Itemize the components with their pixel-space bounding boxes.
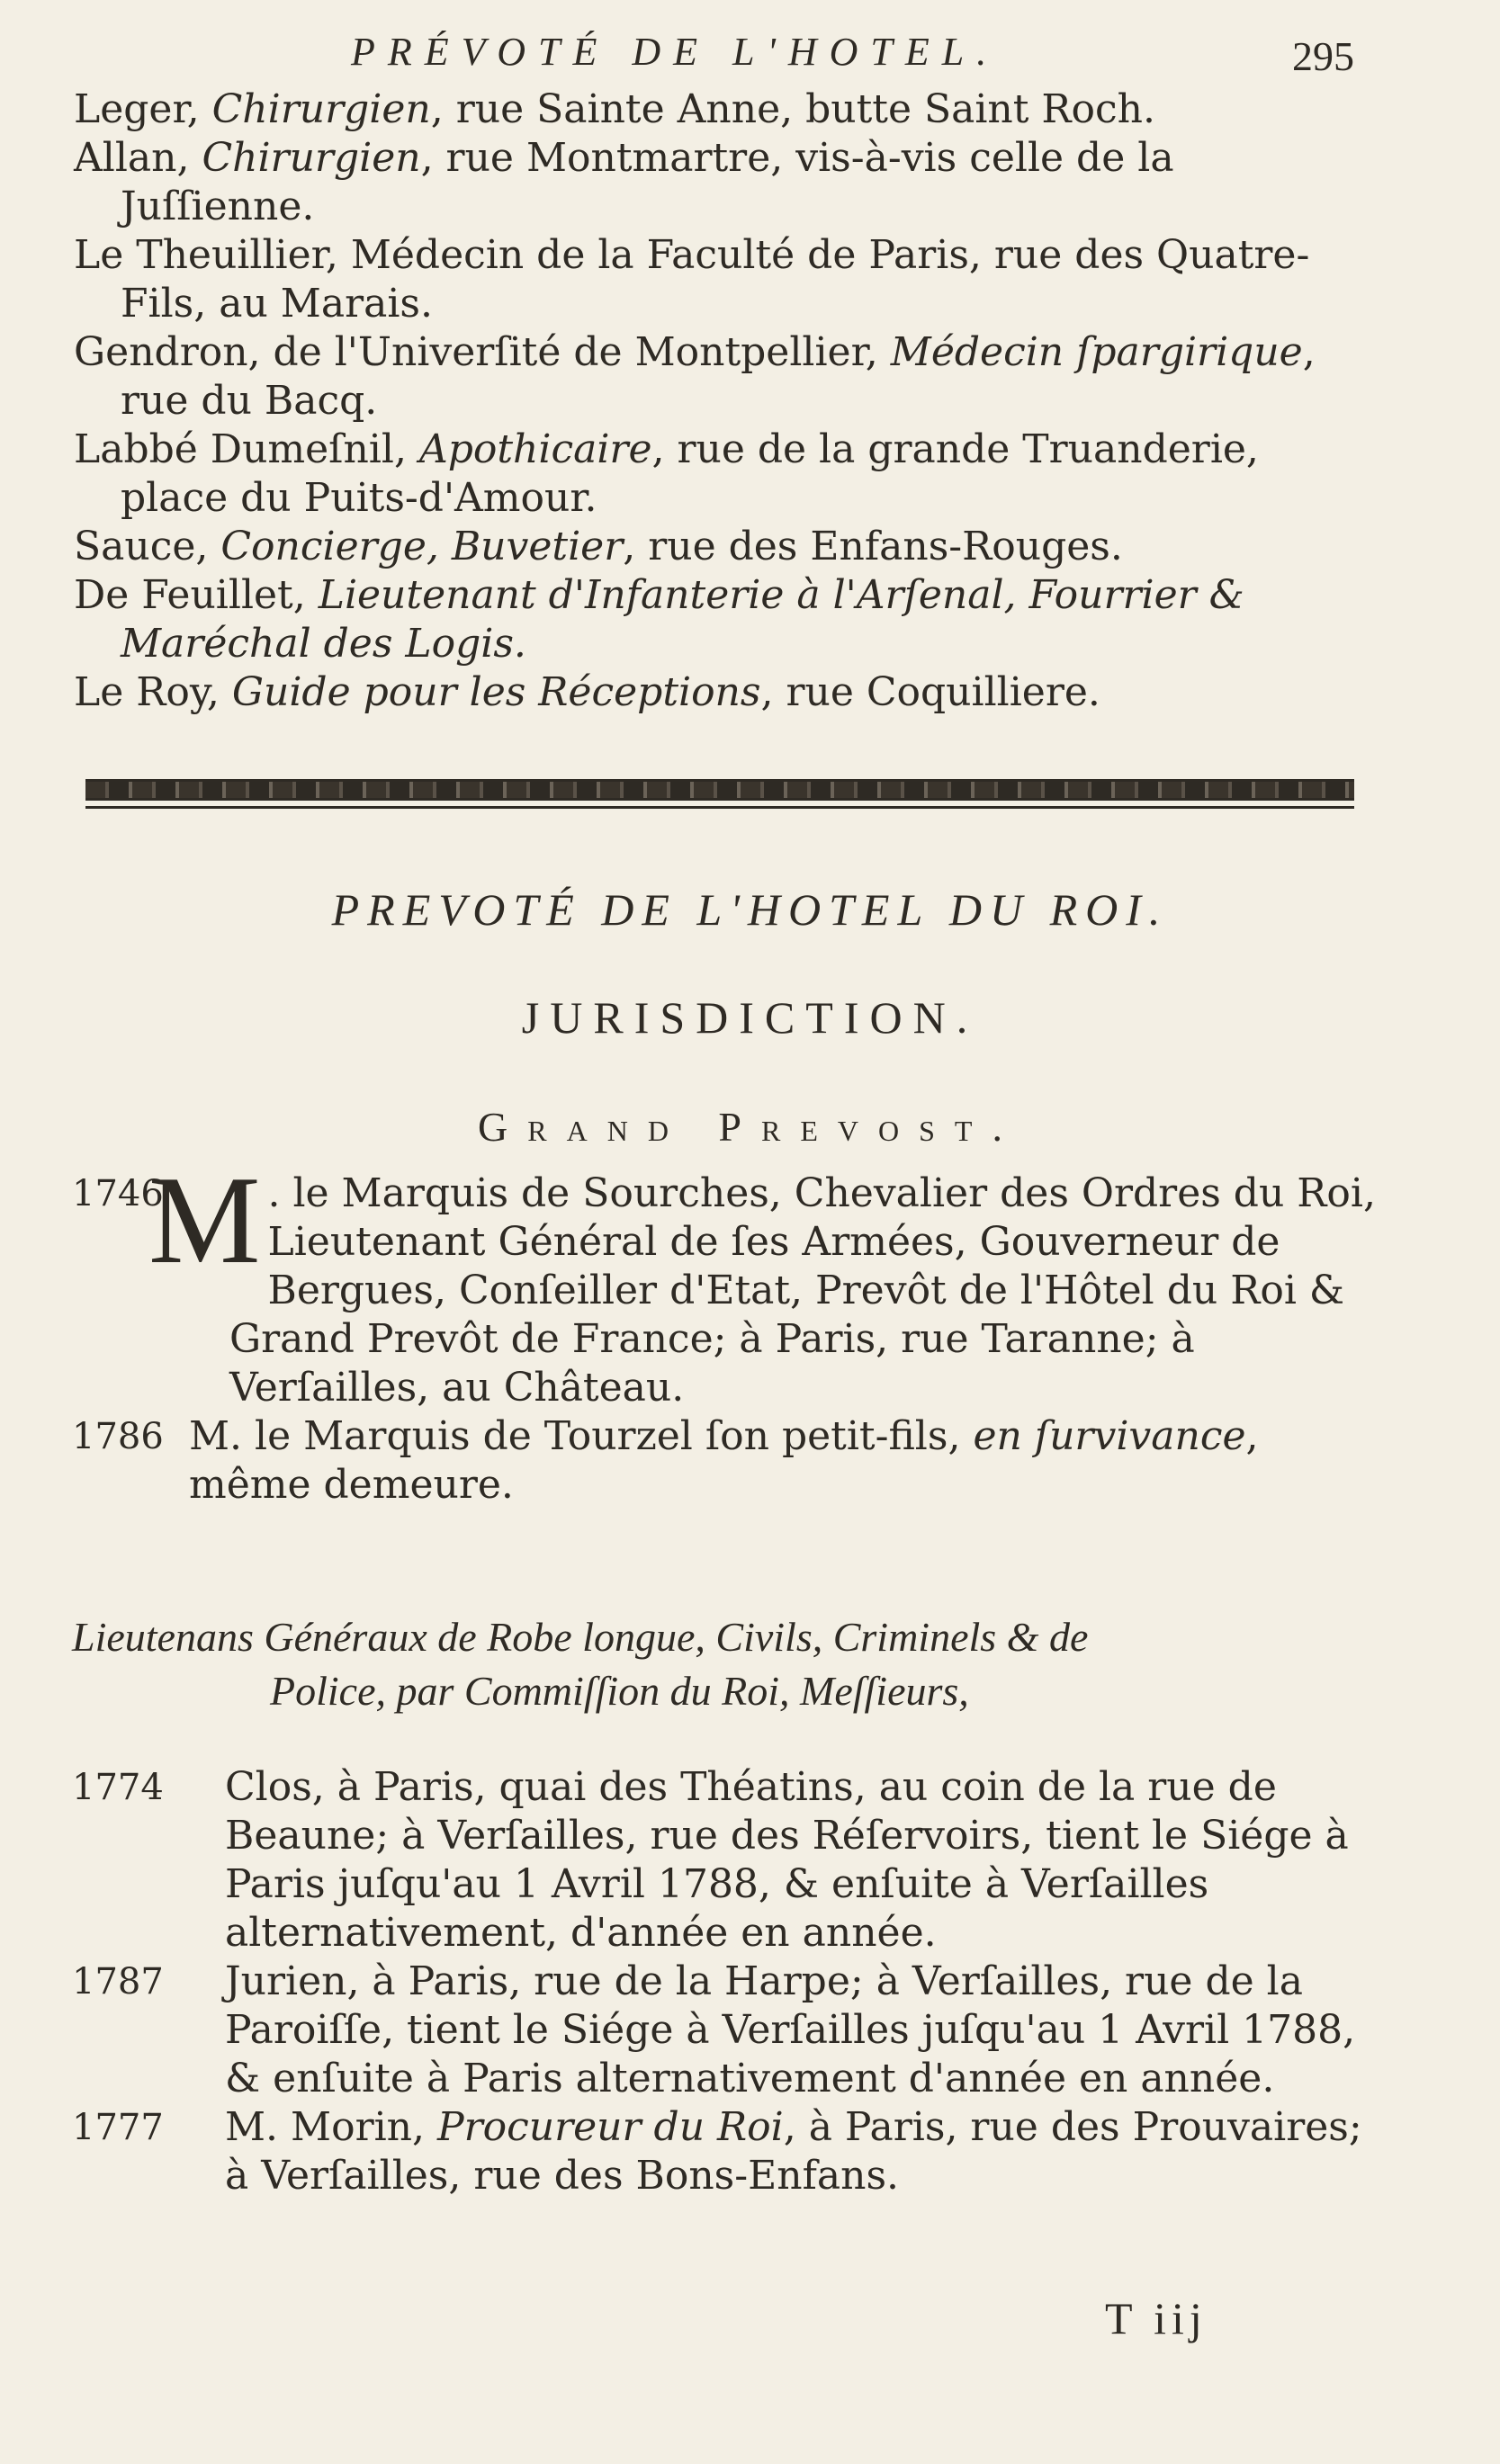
drop-cap: M bbox=[148, 1151, 261, 1290]
lieutenant-entry: 1777 M. Morin, Procureur du Roi, à Paris, rue des Prouvaires; à Verſailles, rue des Bons-Enfans. bbox=[72, 2104, 1362, 2199]
divider-rule-thin bbox=[85, 806, 1354, 809]
list-item: Leger, Chirurgien, rue Sainte Anne, butte Saint Roch. bbox=[74, 86, 1156, 132]
lieutenants-heading: Lieutenans Généraux de Robe longue, Civils, Criminels & de Police, par Commiſſion du Roi, Meſſieurs, bbox=[72, 1614, 1089, 1714]
officers-list bbox=[72, 1151, 1386, 1510]
lieutenant-entry: 1774 Clos, à Paris, quai des Théatins, au coin de la rue de Beaune; à Verſailles, rue des Réſervoirs, tient le Siége à Paris juſqu'au 1 Avril 1788, & enſuite à Verſailles alternativement, d'année en année. bbox=[72, 1764, 1349, 1956]
list-item: Le Roy, Guide pour les Réceptions, rue Coquilliere. bbox=[74, 669, 1100, 715]
running-head: PRÉVOTÉ DE L'HOTEL. bbox=[351, 30, 1000, 74]
officer-entry: 1746 M . le Marquis de Sourches, Chevalier des Ordres du Roi, Lieutenant Général de ſes Armées, Gouverneur de Bergues, Conſeiller d'Etat, Prevôt de l'Hôtel du Roi & Grand Prevôt de France; à Paris, rue Taranne; à Verſailles, au Château. bbox=[72, 1151, 1376, 1411]
entry-year: 1774 bbox=[72, 1767, 164, 1808]
lieutenant-entry: 1787 Jurien, à Paris, rue de la Harpe; à Verſailles, rue de la Paroiſſe, tient le Siége à Verſailles juſqu'au 1 Avril 1788, & enſuite à Paris alternativement d'année en année. bbox=[72, 1958, 1356, 2101]
ornamental-divider bbox=[85, 779, 1354, 809]
section-subtitle: JURISDICTION. bbox=[521, 992, 979, 1043]
list-item: Gendron, de l'Univerſité de Montpellier, Médecin ſpargirique, rue du Bacq. bbox=[74, 329, 1316, 424]
section-title: PREVOTÉ DE L'HOTEL DU ROI. bbox=[331, 884, 1169, 935]
entry-year: 1746 bbox=[72, 1173, 164, 1214]
page-header bbox=[0, 29, 1500, 83]
divider-rule bbox=[85, 779, 1354, 801]
officer-entry: 1786 M. le Marquis de Tourzel ſon petit-fils, en ſurvivance, même demeure. bbox=[72, 1413, 1259, 1508]
list-item: Sauce, Concierge, Buvetier, rue des Enfans-Rouges. bbox=[74, 524, 1123, 569]
list-item: Labbé Dumeſnil, Apothicaire, rue de la grande Truanderie, place du Puits-d'Amour. bbox=[74, 426, 1259, 521]
entry-year: 1777 bbox=[72, 2107, 164, 2148]
personnel-list bbox=[74, 85, 1379, 717]
section-heading: Grand Prevost. bbox=[478, 1104, 1022, 1150]
lieutenants-list bbox=[72, 1763, 1386, 2200]
entry-year: 1787 bbox=[72, 1961, 164, 2003]
entry-year: 1786 bbox=[72, 1416, 164, 1457]
signature-mark: T iij bbox=[1105, 2293, 1208, 2343]
list-item: De Feuillet, Lieutenant d'Infanterie à l'Arſenal, Fourrier & Maréchal des Logis. bbox=[74, 572, 1244, 667]
list-item: Allan, Chirurgien, rue Montmartre, vis-à-vis celle de la Juſſienne. bbox=[74, 135, 1174, 229]
page-number: 295 bbox=[1292, 33, 1354, 79]
list-item: Le Theuillier, Médecin de la Faculté de Paris, rue des Quatre-Fils, au Marais. bbox=[74, 232, 1310, 327]
